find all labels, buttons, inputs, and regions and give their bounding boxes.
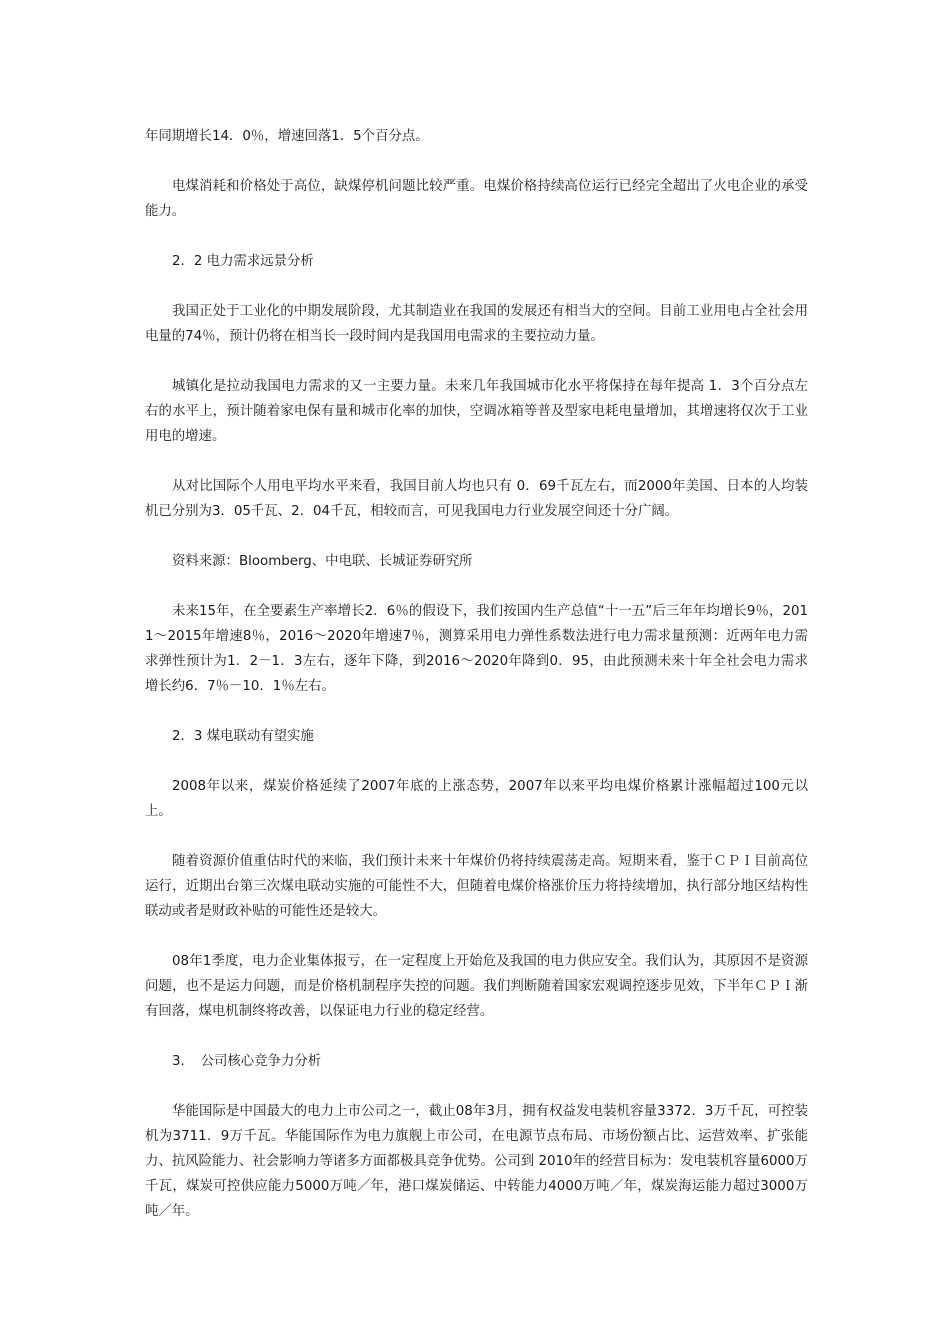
paragraph-international-comparison: 从对比国际个人用电平均水平来看，我国目前人均也只有 0．69千瓦左右，而2000年美国、日本的人均装机已分别为3．05千瓦、2．04千瓦，相较而言，可见我国电力行业发展空间还十分广阔。	[145, 479, 808, 519]
paragraph-resource-revaluation: 随着资源价值重估时代的来临，我们预计未来十年煤价仍将持续震荡走高。短期来看，鉴于ＣＰＩ目前高位运行，近期出台第三次煤电联动实施的可能性不大，但随着电煤价格涨价压力将持续增加，执行部分地区结构性联动或者是财政补贴的可能性还是较大。	[145, 854, 808, 919]
paragraph-data-source: 资料来源：Bloomberg、中电联、长城证券研究所	[172, 554, 473, 569]
section-heading-2-3: 2．3 煤电联动有望实施	[172, 729, 314, 744]
paragraph-q1-losses: 08年1季度，电力企业集体报亏，在一定程度上开始危及我国的电力供应安全。我们认为，其原因不是资源问题，也不是运力问题，而是价格机制程序失控的问题。我们判断随着国家宏观调控逐步见效，下半年ＣＰＩ渐有回落，煤电机制终将改善，以保证电力行业的稳定经营。	[145, 954, 808, 1019]
paragraph-industrialization: 我国正处于工业化的中期发展阶段，尤其制造业在我国的发展还有相当大的空间。目前工业用电占全社会用电量的74％，预计仍将在相当长一段时间内是我国用电需求的主要拉动力量。	[145, 304, 808, 344]
section-heading-2-2: 2．2 电力需求远景分析	[172, 254, 314, 269]
section-heading-3: 3． 公司核心竞争力分析	[172, 1054, 322, 1069]
paragraph-coal-price-trend: 2008年以来，煤炭价格延续了2007年底的上涨态势，2007年以来平均电煤价格累计涨幅超过100元以上。	[145, 779, 808, 819]
paragraph-huaneng-overview: 华能国际是中国最大的电力上市公司之一，截止08年3月，拥有权益发电装机容量3372．3万千瓦，可控装机为3711．9万千瓦。华能国际作为电力旗舰上市公司，在电源节点布局、市场份额占比、运营效率、扩张能力、抗风险能力、社会影响力等诸多方面都极具竞争优势。公司到 2010年的经营目标为：发电装机容量6000万千瓦，煤炭可控供应能力5000万吨／年，港口煤炭储运、中转能力4000万吨／年，煤炭海运能力超过3000万吨／年。	[145, 1104, 808, 1219]
paragraph-growth-continued: 年同期增长14．0％，增速回落1．5个百分点。	[145, 129, 429, 144]
paragraph-urbanization: 城镇化是拉动我国电力需求的又一主要力量。未来几年我国城市化水平将保持在每年提高 1．3个百分点左右的水平上，预计随着家电保有量和城市化率的加快，空调冰箱等普及型家电耗电量增加，其增速将仅次于工业用电的增速。	[145, 379, 808, 444]
paragraph-coal-consumption: 电煤消耗和价格处于高位，缺煤停机问题比较严重。电煤价格持续高位运行已经完全超出了火电企业的承受能力。	[145, 179, 808, 219]
document-page	[145, 124, 808, 1249]
paragraph-demand-forecast: 未来15年，在全要素生产率增长2．6％的假设下，我们按国内生产总值“十一五”后三年年均增长9％，2011～2015年增速8％，2016～2020年增速7％，测算采用电力弹性系数法进行电力需求量预测：近两年电力需求弹性预计为1．2－1．3左右，逐年下降，到2016～2020年降到0．95，由此预测未来十年全社会电力需求增长约6．7％－10．1％左右。	[145, 604, 808, 694]
